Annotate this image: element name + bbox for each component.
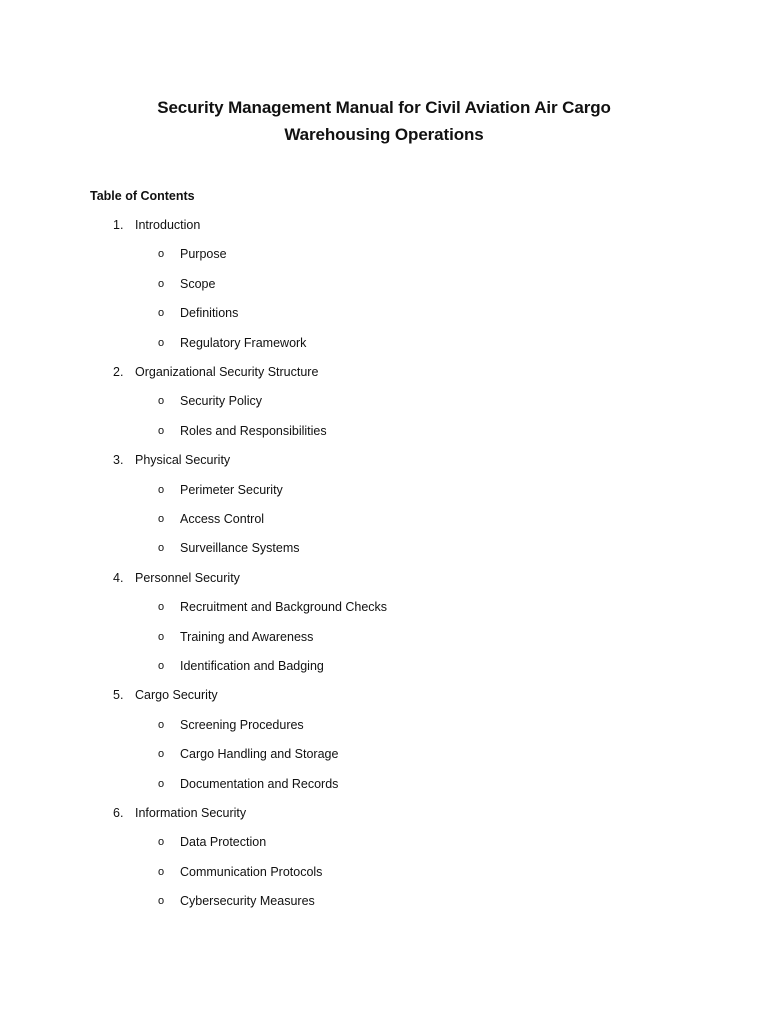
toc-section[interactable]: [0, 363, 768, 381]
bullet-circle-icon: o: [158, 278, 165, 290]
toc-section[interactable]: [0, 216, 768, 234]
toc-subsection-label: Data Protection: [180, 835, 267, 849]
toc-subsection-label: Regulatory Framework: [180, 336, 307, 350]
toc-section-label: Information Security: [135, 806, 247, 820]
toc-subsection[interactable]: [0, 745, 768, 763]
toc-section-number: 6.: [113, 806, 124, 820]
toc-subsection-label: Screening Procedures: [180, 718, 304, 732]
bullet-circle-icon: o: [158, 601, 165, 613]
toc-subsection[interactable]: [0, 657, 768, 675]
toc-section-label: Organizational Security Structure: [135, 365, 319, 379]
bullet-circle-icon: o: [158, 866, 165, 878]
bullet-circle-icon: o: [158, 660, 165, 672]
bullet-circle-icon: o: [158, 513, 165, 525]
toc-section-label: Cargo Security: [135, 688, 218, 702]
toc-section[interactable]: [0, 804, 768, 822]
toc-subsection[interactable]: [0, 628, 768, 646]
toc-subsection-label: Security Policy: [180, 394, 262, 408]
toc-section-number: 5.: [113, 688, 124, 702]
bullet-circle-icon: o: [158, 248, 165, 260]
toc-section[interactable]: [0, 686, 768, 704]
bullet-circle-icon: o: [158, 307, 165, 319]
toc-subsection[interactable]: [0, 833, 768, 851]
toc-subsection[interactable]: [0, 775, 768, 793]
bullet-circle-icon: o: [158, 395, 165, 407]
document-title: [0, 94, 768, 148]
toc-heading: Table of Contents: [90, 189, 195, 203]
toc-subsection-label: Definitions: [180, 306, 239, 320]
toc-subsection[interactable]: [0, 716, 768, 734]
toc-section-label: Physical Security: [135, 453, 231, 467]
toc-subsection[interactable]: [0, 304, 768, 322]
bullet-circle-icon: o: [158, 337, 165, 349]
toc-section-label: Personnel Security: [135, 571, 240, 585]
bullet-circle-icon: o: [158, 895, 165, 907]
toc-subsection-label: Perimeter Security: [180, 483, 283, 497]
toc-subsection[interactable]: [0, 422, 768, 440]
bullet-circle-icon: o: [158, 484, 165, 496]
toc-subsection-label: Communication Protocols: [180, 865, 323, 879]
toc-subsection-label: Scope: [180, 277, 216, 291]
toc-subsection-label: Identification and Badging: [180, 659, 324, 673]
bullet-circle-icon: o: [158, 542, 165, 554]
title-line-2: Warehousing Operations: [284, 125, 484, 144]
toc-section[interactable]: [0, 569, 768, 587]
toc-subsection-label: Purpose: [180, 247, 227, 261]
toc-section-number: 1.: [113, 218, 124, 232]
bullet-circle-icon: o: [158, 748, 165, 760]
toc-subsection-label: Recruitment and Background Checks: [180, 600, 388, 614]
toc-subsection-label: Cargo Handling and Storage: [180, 747, 339, 761]
toc-subsection[interactable]: [0, 245, 768, 263]
toc-subsection-label: Roles and Responsibilities: [180, 424, 327, 438]
toc-subsection-label: Training and Awareness: [180, 630, 314, 644]
bullet-circle-icon: o: [158, 719, 165, 731]
toc-section-number: 3.: [113, 453, 124, 467]
title-line-1: Security Management Manual for Civil Aviation Air Cargo: [157, 98, 611, 117]
toc-subsection[interactable]: [0, 892, 768, 910]
bullet-circle-icon: o: [158, 778, 165, 790]
toc-section-number: 2.: [113, 365, 124, 379]
toc-subsection[interactable]: [0, 275, 768, 293]
toc-subsection-label: Access Control: [180, 512, 265, 526]
toc-subsection-label: Cybersecurity Measures: [180, 894, 315, 908]
toc-section-number: 4.: [113, 571, 124, 585]
toc-subsection[interactable]: [0, 481, 768, 499]
toc-subsection[interactable]: [0, 510, 768, 528]
bullet-circle-icon: o: [158, 836, 165, 848]
bullet-circle-icon: o: [158, 425, 165, 437]
toc-subsection[interactable]: [0, 598, 768, 616]
bullet-circle-icon: o: [158, 631, 165, 643]
toc-section[interactable]: [0, 451, 768, 469]
toc-subsection-label: Documentation and Records: [180, 777, 339, 791]
toc-section-label: Introduction: [135, 218, 201, 232]
toc-subsection-label: Surveillance Systems: [180, 541, 300, 555]
toc-subsection[interactable]: [0, 863, 768, 881]
toc-subsection[interactable]: [0, 392, 768, 410]
toc-subsection[interactable]: [0, 334, 768, 352]
toc-subsection[interactable]: [0, 539, 768, 557]
